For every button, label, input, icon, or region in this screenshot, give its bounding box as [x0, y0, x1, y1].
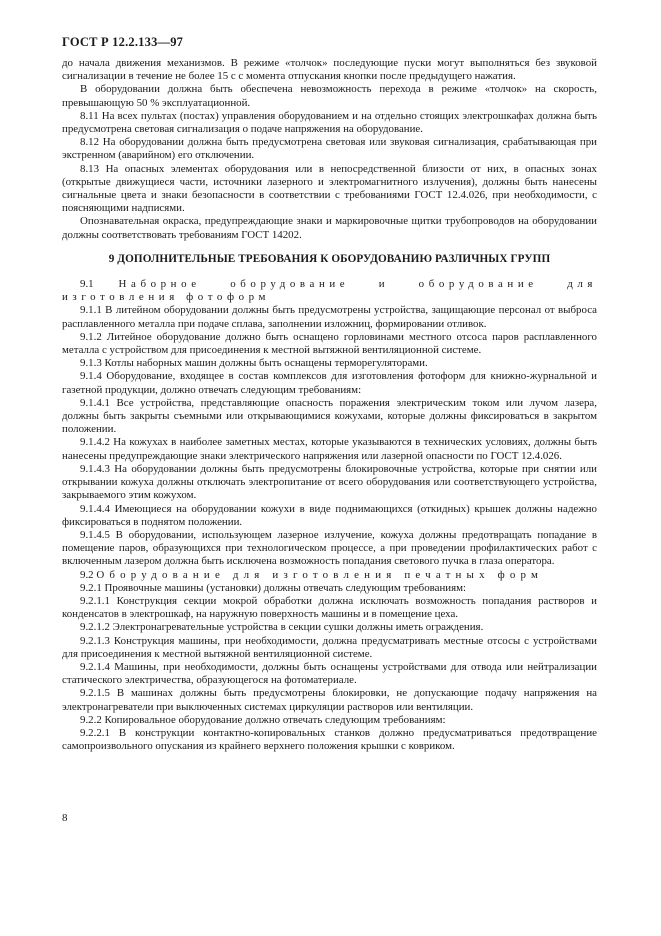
subsection-title [62, 569, 597, 582]
document-body [62, 57, 597, 753]
paragraph: 8.11 На всех пультах (постах) управления оборудованием и на отдельно стоящих электрошкафах должна быть предусмотрена световая сигнализация о подаче напряжения на оборудование. [62, 109, 597, 136]
paragraph: 9.2.2.1 В конструкции контактно-копировальных станков должно предусматриваться предотвращение самопроизвольного опускания из крайнего верхнего положения крышки с ковриком. [62, 726, 597, 753]
paragraph: 9.1.3 Котлы наборных машин должны быть оснащены терморегуляторами. [80, 357, 428, 370]
paragraph: 9.1.4.4 Имеющиеся на оборудовании кожухи в виде поднимающихся (откидных) крышек должны надежно фиксироваться в поднятом положении. [62, 502, 597, 528]
paragraph: 9.1.2 Литейное оборудование должно быть оснащено горловинами местного отсоса паров расплавленного металла с устройством для присоединения к местной вытяжной вентиляционной системе. [62, 330, 597, 357]
document-header: ГОСТ Р 12.2.133—97 [62, 35, 184, 49]
subsection-title-text: Оборудование для изготовления печатных форм [96, 568, 544, 581]
paragraph: 9.1.4.5 В оборудовании, использующем лазерное излучение, кожуха должны предотвращать попадание в помещение паров, образующихся при технологическом процессе, а при проведении профилактических работ с включенным лазером должна быть исключена возможность попадания светового пучка в глаза оператора. [62, 528, 597, 568]
subsection-number: 9.2 [80, 568, 94, 581]
paragraph: 9.2.1.5 В машинах должны быть предусмотрены блокировки, не допускающие подачу напряжения на электронагреватели при выключенных системах циркуляции растворов или вентиляции. [62, 687, 597, 713]
paragraph: 9.2.1.2 Электронагревательные устройства в секции сушки должны иметь ограждения. [80, 621, 484, 634]
paragraph: 9.1.1 В литейном оборудовании должны быть предусмотрены устройства, защищающие персонал от выброса расплавленного металла при подаче сплава, заполнении изложниц, формировании отливок. [62, 304, 597, 330]
paragraph: 9.2.1.4 Машины, при необходимости, должны быть оснащены устройствами для отвода или нейтрализации статического электричества, образующегося на фотоматериале. [62, 660, 597, 687]
section-heading: 9 ДОПОЛНИТЕЛЬНЫЕ ТРЕБОВАНИЯ К ОБОРУДОВАНИЮ РАЗЛИЧНЫХ ГРУПП [108, 252, 551, 265]
paragraph: 9.1.4.2 На кожухах в наиболее заметных местах, которые указываются в технических условиях, должны быть нанесены предупреждающие знаки электрического напряжения или лазерной опасности по ГОСТ 12.4.026. [62, 436, 597, 462]
paragraph: 8.12 На оборудовании должна быть предусмотрена световая или звуковая сигнализация, срабатывающая при экстренном (аварийном) его отключении. [62, 136, 597, 162]
paragraph: 9.2.2 Копировальное оборудование должно отвечать следующим требованиям: [80, 713, 446, 726]
paragraph: 9.1.4 Оборудование, входящее в состав комплексов для изготовления фотоформ для книжно-журнальной и газетной продукции, должно отвечать следующим требованиям: [62, 370, 597, 396]
page-number: 8 [62, 812, 68, 824]
paragraph: Опознавательная окраска, предупреждающие знаки и маркировочные щитки трубопроводов на оборудовании должны соответствовать требованиям ГОСТ 14202. [62, 215, 597, 241]
paragraph: до начала движения механизмов. В режиме «толчок» последующие пуски могут выполняться без звуковой сигнализации в течение не более 15 с с момента отпускания кнопки после предыдущего нажатия. [62, 57, 597, 83]
subsection-title [62, 278, 597, 304]
subsection-title-text: Наборное оборудование и оборудование для изготовления фотоформ [62, 278, 597, 304]
paragraph: 9.1.4.1 Все устройства, представляющие опасность поражения электрическим током или лучом лазера, должны быть закрыты съемными или открывающимися кожухами, которые должны фиксироваться в закрытом положении. [62, 396, 597, 436]
subsection-number: 9.1 [80, 278, 94, 291]
paragraph: 9.1.4.3 На оборудовании должны быть предусмотрены блокировочные устройства, которые при снятии или открывании кожуха должны отключать электропитание от всего оборудования или соответствующего устройства, закрываемого этим кожухом. [62, 462, 597, 502]
paragraph: 9.2.1.1 Конструкция секции мокрой обработки должна исключать возможность попадания растворов и конденсатов в электрошкаф, на наружную поверхность машины и в помещение цеха. [62, 594, 597, 621]
paragraph: 8.13 На опасных элементах оборудования или в непосредственной близости от них, в опасных зонах (открытые движущиеся части, источники лазерного и электромагнитного излучения), должны быть нанесены сигнальные цвета и знаки безопасности в соответствии с требованиями ГОСТ 12.4.026, при необходимости, с поясняющими надписями. [62, 162, 597, 215]
paragraph: 9.2.1 Проявочные машины (установки) должны отвечать следующим требованиям: [80, 581, 467, 594]
paragraph: 9.2.1.3 Конструкция машины, при необходимости, должна предусматривать местные отсосы с устройствами для присоединения к местной вытяжной вентиляционной системе. [62, 634, 597, 660]
paragraph: В оборудовании должна быть обеспечена невозможность перехода в режиме «толчок» на скорость, превышающую 50 % эксплуатационной. [62, 83, 597, 109]
